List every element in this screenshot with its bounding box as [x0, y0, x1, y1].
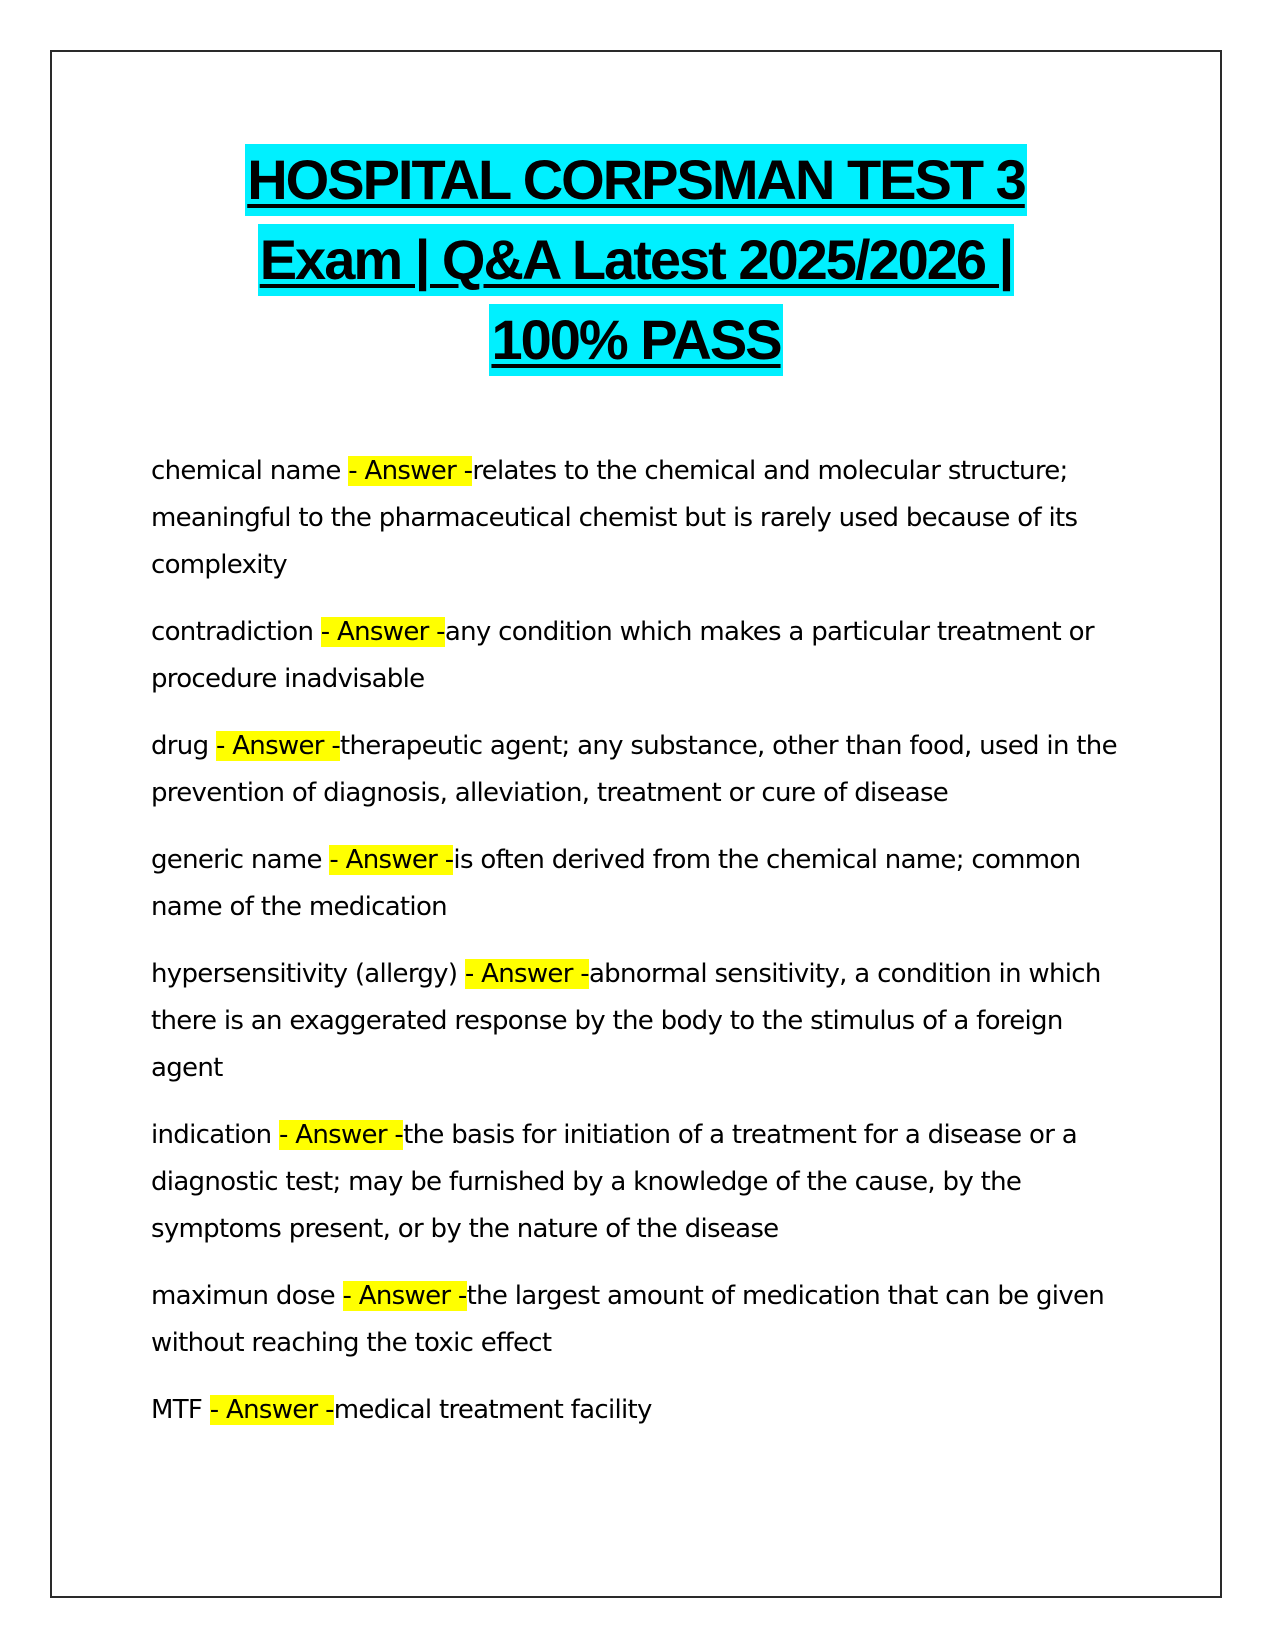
answer-tag: - Answer -	[329, 845, 454, 875]
term: MTF	[151, 1395, 210, 1425]
answer-tag: - Answer -	[215, 731, 341, 761]
document-title	[50, 140, 1222, 380]
qa-entry-generic-name	[151, 837, 1141, 931]
term: indication	[151, 1120, 280, 1150]
definition: relates to the chemical and molecular structure; meaningful to the pharmaceutical chemist but is rarely used because of its complexity	[151, 456, 1078, 580]
qa-entry-chemical-name	[151, 448, 1141, 589]
definition: abnormal sensitivity, a condition in which there is an exaggerated response by the body to the stimulus of a foreign agent	[151, 959, 1101, 1083]
answer-tag: - Answer -	[209, 1395, 334, 1425]
answer-tag: - Answer -	[348, 456, 473, 486]
qa-list	[151, 448, 1141, 1454]
term: drug	[151, 731, 216, 761]
term: hypersensitivity (allergy)	[151, 959, 465, 989]
qa-entry-drug	[151, 723, 1141, 817]
answer-tag: - Answer -	[464, 959, 589, 989]
answer-tag: - Answer -	[320, 617, 445, 647]
definition: therapeutic agent; any substance, other than food, used in the prevention of diagnosis, alleviation, treatment or cure of disease	[151, 731, 1117, 808]
definition: is often derived from the chemical name; common name of the medication	[151, 845, 1081, 922]
term: chemical name	[151, 456, 349, 486]
title-line-3: 100% PASS	[489, 304, 782, 376]
qa-entry-indication	[151, 1112, 1141, 1253]
qa-entry-mtf	[151, 1387, 1141, 1434]
definition: any condition which makes a particular treatment or procedure inadvisable	[151, 617, 1094, 694]
definition: the largest amount of medication that can be given without reaching the toxic effect	[151, 1281, 1105, 1358]
title-line-2: Exam | Q&A Latest 2025/2026 |	[258, 224, 1015, 296]
answer-tag: - Answer -	[279, 1120, 404, 1150]
definition: medical treatment facility	[333, 1395, 652, 1425]
definition: the basis for initiation of a treatment for a disease or a diagnostic test; may be furnished by a knowledge of the cause, by the symptoms present, or by the nature of the disease	[151, 1120, 1078, 1244]
answer-tag: - Answer -	[342, 1281, 467, 1311]
title-line-1: HOSPITAL CORPSMAN TEST 3	[245, 144, 1027, 216]
term: contradiction	[151, 617, 321, 647]
qa-entry-hypersensitivity	[151, 951, 1141, 1092]
qa-entry-maximum-dose	[151, 1273, 1141, 1367]
qa-entry-contradiction	[151, 609, 1141, 703]
term: generic name	[151, 845, 330, 875]
term: maximun dose	[151, 1281, 343, 1311]
